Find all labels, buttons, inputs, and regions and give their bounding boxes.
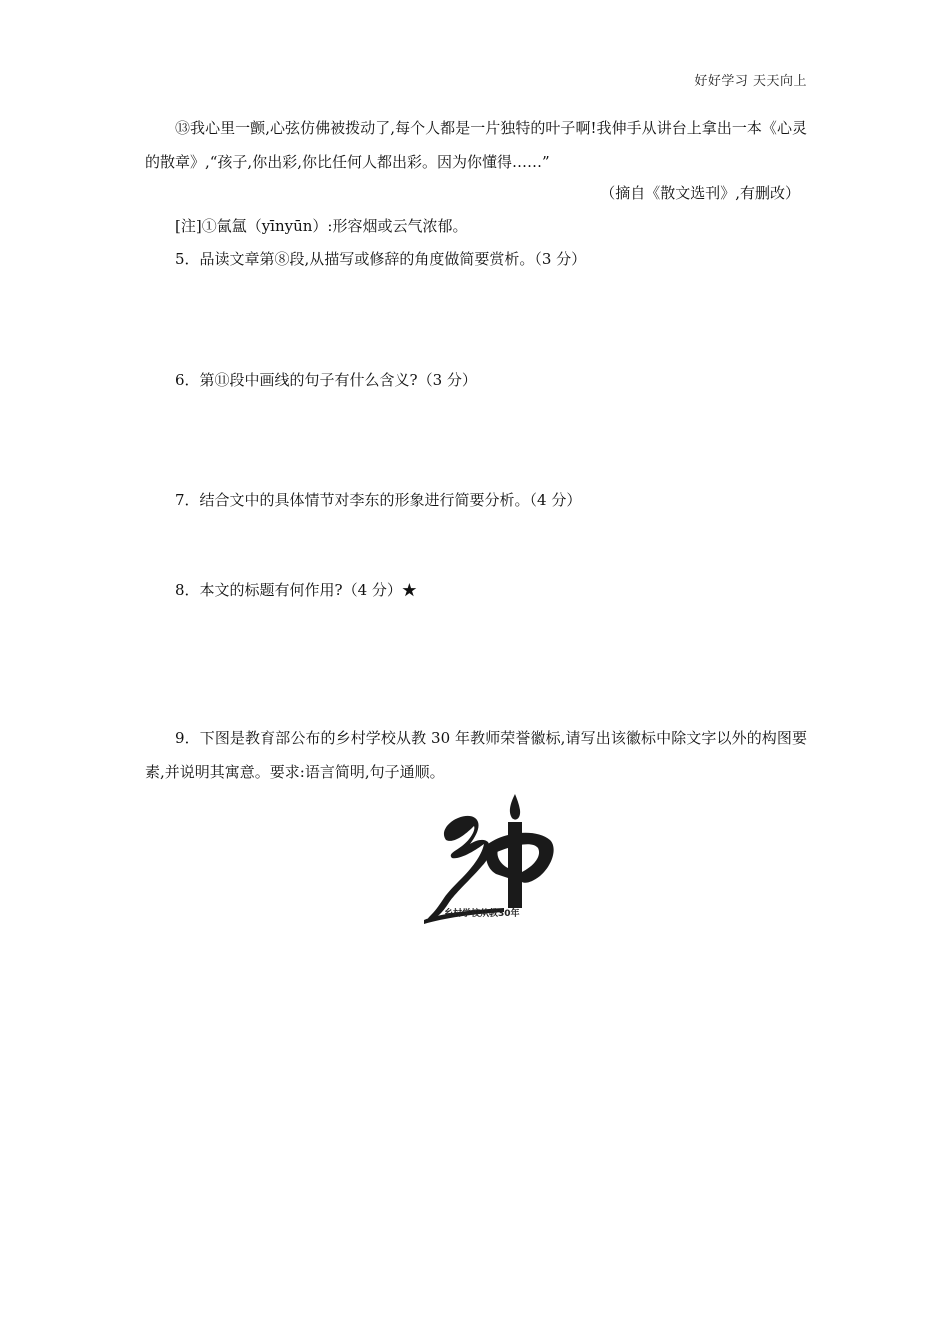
question-5: 5．品读文章第⑧段,从描写或修辞的角度做简要赏析。（3 分） <box>175 250 587 268</box>
passage-source: （摘自《散文选刊》,有删改） <box>600 184 800 202</box>
passage-note: [注]①氤氲（yīnyūn）:形容烟或云气浓郁。 <box>175 217 468 235</box>
emblem-caption: 乡村学校从教30年 <box>444 909 520 919</box>
question-9: 9．下图是教育部公布的乡村学校从教 30 年教师荣誉徽标,请写出该徽标中除文字以外的构图要素,并说明其寓意。要求:语言简明,句子通顺。 <box>145 729 807 781</box>
question-7: 7．结合文中的具体情节对李东的形象进行简要分析。（4 分） <box>175 491 582 509</box>
question-8: 8．本文的标题有何作用?（4 分）★ <box>175 581 417 599</box>
passage-paragraph-13: ⑬我心里一颤,心弦仿佛被拨动了,每个人都是一片独特的叶子啊!我伸手从讲台上拿出一本《心灵的散章》,“孩子,你出彩,你比任何人都出彩。因为你懂得……” <box>145 119 807 171</box>
page-header-motto: 好好学习 天天向上 <box>694 74 807 89</box>
question-6: 6．第⑪段中画线的句子有什么含义?（3 分） <box>175 371 477 389</box>
